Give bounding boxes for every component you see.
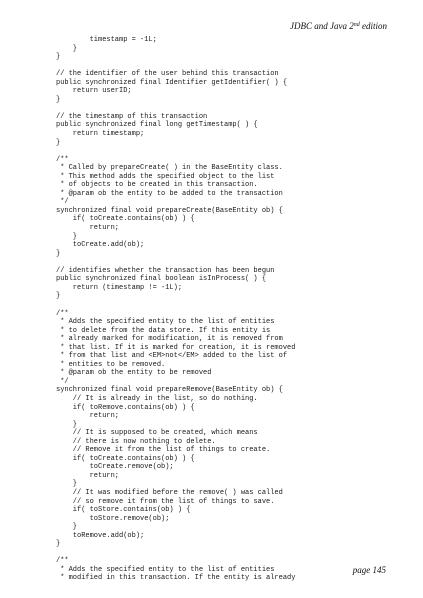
- code-line: /**: [56, 309, 69, 318]
- code-line: * Called by prepareCreate( ) in the BaseEntity class.: [56, 164, 283, 173]
- code-line: }: [56, 523, 78, 532]
- code-line: toStore.remove(ob);: [56, 514, 170, 523]
- code-line: toRemove.add(ob);: [56, 531, 145, 540]
- code-line: // the timestamp of this transaction: [56, 112, 208, 121]
- code-line: * of objects to be created in this transaction.: [56, 181, 258, 190]
- code-line: * @param ob the entity to be added to the transaction: [56, 189, 283, 198]
- code-line: toCreate.remove(ob);: [56, 463, 174, 472]
- code-listing: [56, 36, 396, 583]
- code-line: /**: [56, 155, 69, 164]
- code-line: [56, 549, 396, 558]
- code-line: }: [56, 480, 78, 489]
- running-header: [290, 21, 387, 31]
- code-line: public synchronized final boolean isInProcess( ) {: [56, 275, 267, 284]
- code-line: * to delete from the data store. If this entity is: [56, 326, 271, 335]
- code-line: }: [56, 53, 61, 62]
- code-line: }: [56, 44, 78, 53]
- code-line: }: [56, 292, 61, 301]
- code-line: * that list. If it is marked for creation, it is removed: [56, 343, 296, 352]
- header-title-suffix: edition: [359, 21, 387, 31]
- code-line: */: [56, 377, 69, 386]
- code-line: // the identifier of the user behind this transaction: [56, 70, 279, 79]
- code-line: synchronized final void prepareRemove(BaseEntity ob) {: [56, 386, 283, 395]
- code-line: * already marked for modification, it is removed from: [56, 335, 283, 344]
- code-line: if( toCreate.contains(ob) ) {: [56, 215, 195, 224]
- code-line: return userID;: [56, 87, 132, 96]
- code-line: // It is supposed to be created, which means: [56, 429, 258, 438]
- code-line: timestamp = -1L;: [56, 36, 157, 44]
- code-line: }: [56, 138, 61, 147]
- code-line: }: [56, 95, 61, 104]
- code-line: synchronized final void prepareCreate(BaseEntity ob) {: [56, 206, 283, 215]
- code-line: // so remove it from the list of things to save.: [56, 497, 275, 506]
- code-line: * @param ob the entity to be removed: [56, 369, 212, 378]
- code-line: public synchronized final long getTimestamp( ) {: [56, 121, 258, 130]
- code-line: }: [56, 249, 61, 258]
- code-line: * entities to be removed.: [56, 360, 166, 369]
- code-line: public synchronized final Identifier getIdentifier( ) {: [56, 78, 288, 87]
- code-line: toCreate.add(ob);: [56, 241, 145, 250]
- code-line: return;: [56, 412, 120, 421]
- code-line: [56, 104, 396, 113]
- code-line: return (timestamp != -1L);: [56, 283, 183, 292]
- code-line: }: [56, 420, 78, 429]
- code-line: [56, 258, 396, 267]
- code-line: // Remove it from the list of things to create.: [56, 446, 271, 455]
- code-line: * Adds the specified entity to the list of entities: [56, 318, 275, 327]
- header-title-superscript: nd: [353, 22, 360, 28]
- code-line: // identifies whether the transaction has been begun: [56, 266, 275, 275]
- code-line: * This method adds the specified object to the list: [56, 172, 275, 181]
- code-line: }: [56, 540, 61, 549]
- code-line: [56, 301, 396, 310]
- code-line: }: [56, 232, 78, 241]
- code-line: */: [56, 198, 69, 207]
- code-line: return;: [56, 471, 120, 480]
- code-line: return timestamp;: [56, 130, 145, 139]
- code-line: // It was modified before the remove( ) was called: [56, 488, 283, 497]
- code-line: * Adds the specified entity to the list of entities: [56, 565, 275, 574]
- code-line: [56, 62, 396, 71]
- code-line: * modified in this transaction. If the entity is already: [56, 574, 296, 583]
- code-line: /**: [56, 557, 69, 566]
- code-line: // It is already in the list, so do nothing.: [56, 394, 258, 403]
- header-title: JDBC and Java 2: [290, 21, 354, 31]
- code-line: return;: [56, 224, 120, 233]
- code-line: // there is now nothing to delete.: [56, 437, 216, 446]
- code-line: if( toRemove.contains(ob) ) {: [56, 403, 195, 412]
- code-line: if( toCreate.contains(ob) ) {: [56, 454, 195, 463]
- code-line: * from that list and <EM>not</EM> added to the list of: [56, 352, 288, 361]
- code-line: [56, 147, 396, 156]
- page-number: page 145: [352, 565, 386, 575]
- code-line: if( toStore.contains(ob) ) {: [56, 506, 191, 515]
